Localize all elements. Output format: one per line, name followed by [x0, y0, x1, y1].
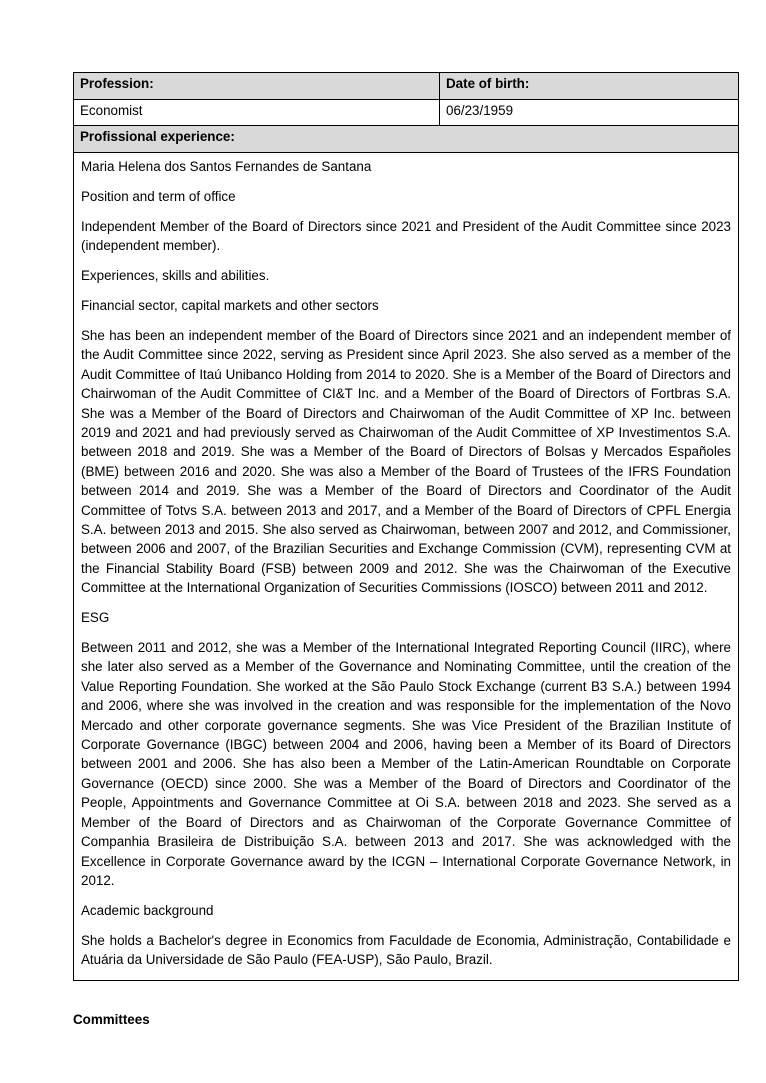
- position-heading: Position and term of office: [81, 188, 236, 204]
- value-row: [74, 100, 739, 126]
- position-text: Independent Member of the Board of Directors since 2021 and President of the Audit Committee since 2023 (independent member).: [81, 218, 731, 254]
- sectors-heading: Financial sector, capital markets and other sectors: [81, 298, 379, 314]
- experience-header-row: [74, 126, 739, 153]
- person-name: Maria Helena dos Santos Fernandes de Santana: [81, 159, 372, 174]
- academic-paragraph: She holds a Bachelor's degree in Economics from Faculdade de Economia, Administração, Contabilidade e Atuária da Universidade de São Paulo (FEA-USP), São Paulo, Brazil.: [81, 932, 731, 968]
- esg-heading: ESG: [81, 610, 110, 626]
- profession-label: Profession:: [74, 73, 440, 100]
- profession-value: Economist: [74, 100, 440, 126]
- experience-body: [74, 153, 739, 981]
- date-of-birth-value: 06/23/1959: [440, 100, 739, 126]
- experience-body-row: [74, 153, 739, 981]
- date-of-birth-label: Date of birth:: [440, 73, 739, 100]
- experiences-heading: Experiences, skills and abilities.: [81, 268, 270, 284]
- committees-heading: Committees: [73, 1012, 150, 1027]
- header-row: [74, 73, 739, 100]
- esg-paragraph: Between 2011 and 2012, she was a Member of the International Integrated Reporting Council (IIRC), where she later also served as a Member of the Governance and Nominating Committee, until the creation of the Value Reporting Foundation. She worked at the São Paulo Stock Exchange (current B3 S.A.) between 1994 and 2006, where she was involved in the creation and was responsible for the implementation of the Novo Mercado and other corporate governance segments. She was Vice President of the Brazilian Institute of Corporate Governance (IBGC) between 2004 and 2006, having been a Member of its Board of Directors between 2001 and 2006. She has also been a Member of the Latin-American Roundtable on Corporate Governance (OECD) since 2000. She was a Member of the Board of Directors and Coordinator of the People, Appointments and Governance Committee at Oi S.A. between 2018 and 2023. She served as a Member of the Board of Directors and as Chairwoman of the Corporate Governance Committee of Companhia Brasileira de Distribuição S.A. between 2013 and 2017. She was acknowledged with the Excellence in Corporate Governance award by the ICGN – International Corporate Governance Network, in 2012.: [81, 640, 731, 888]
- experience-paragraph: She has been an independent member of the Board of Directors since 2021 and an independent member of the Audit Committee since 2022, serving as President since April 2023. She also served as a member of the Audit Committee of Itaú Unibanco Holding from 2014 to 2020. She is a Member of the Board of Directors and Chairwoman of the Audit Committee of CI&T Inc. and a Member of the Board of Directors of Fortbras S.A. She was a Member of the Board of Directors and Chairwoman of the Audit Committee of XP Inc. between 2019 and 2021 and had previously served as Chairwoman of the Audit Committee of XP Investimentos S.A. between 2018 and 2019. She was a Member of the Board of Directors of Bolsas y Mercados Españoles (BME) between 2016 and 2020. She was also a Member of the Board of Trustees of the IFRS Foundation between 2014 and 2019. She was a Member of the Board of Directors and Coordinator of the Audit Committee of Totvs S.A. between 2013 and 2017, and a Member of the Board of Directors of CPFL Energia S.A. between 2013 and 2015. She also served as Chairwoman, between 2007 and 2012, and Commissioner, between 2006 and 2007, of the Brazilian Securities and Exchange Commission (CVM), representing CVM at the Financial Stability Board (FSB) between 2009 and 2012. She was the Chairwoman of the Executive Committee at the International Organization of Securities Commissions (IOSCO) between 2011 and 2012.: [81, 327, 731, 596]
- academic-heading: Academic background: [81, 902, 214, 918]
- profile-table: [73, 72, 739, 981]
- experience-label: Profissional experience:: [74, 126, 739, 153]
